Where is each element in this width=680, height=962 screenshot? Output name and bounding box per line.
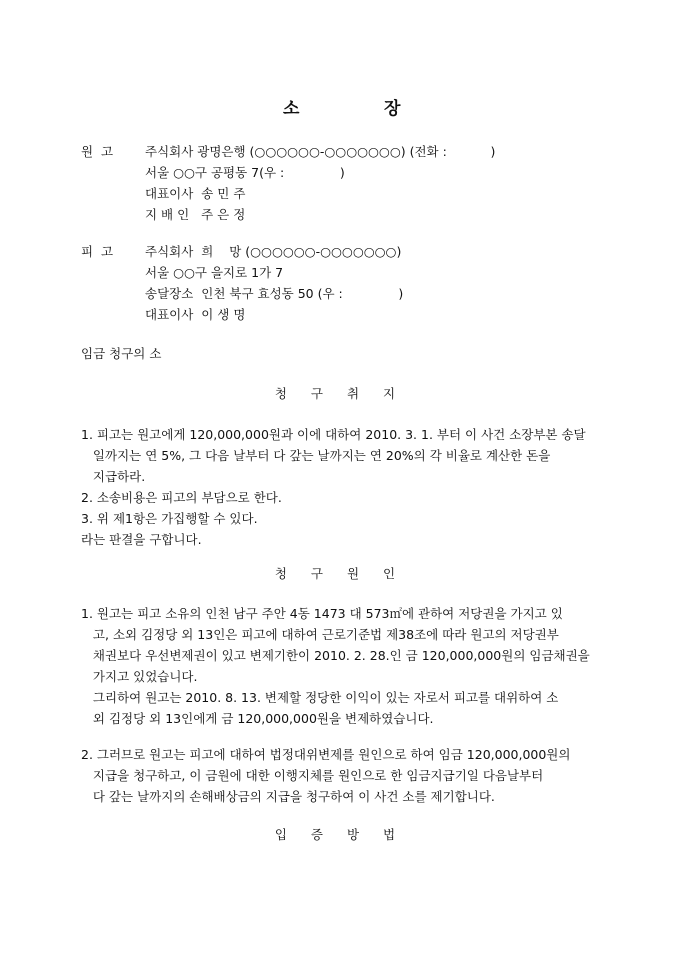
plaintiff-address: 서울 ○○구 공평동 7(우 : ) — [145, 165, 345, 180]
claim-cause-p1-line-1: 1. 원고는 피고 소유의 인천 남구 주안 4동 1473 대 573㎡에 관하여 저당권을 가지고 있 — [81, 606, 563, 621]
claim-cause-paragraph-2 — [81, 744, 614, 807]
claim-cause-p2-line-2: 지급을 청구하고, 이 금원에 대한 이행지체를 원인으로 한 임금지급기일 다음날부터 — [81, 768, 544, 783]
document-title — [0, 94, 680, 120]
claim-cause-p2-line-1: 2. 그러므로 원고는 피고에 대하여 법정대위변제를 원인으로 하여 임금 120,000,000원의 — [81, 747, 571, 762]
case-name: 임금 청구의 소 — [81, 346, 162, 361]
defendant-service-address: 송달장소 인천 북구 효성동 50 (우 : ) — [145, 286, 404, 301]
evidence-heading: 입 증 방 법 — [274, 827, 406, 842]
claim-cause-p1-line-6: 외 김정당 외 13인에게 금 120,000,000원을 변제하였습니다. — [81, 711, 434, 726]
claim-cause-p2-line-3: 다 갚는 날까지의 손해배상금의 지급을 청구하여 이 사건 소를 제기합니다. — [81, 789, 495, 804]
claim-purpose-item-1-line-1: 1. 피고는 원고에게 120,000,000원과 이에 대하여 2010. 3. 1. 부터 이 사건 소장부본 송달 — [81, 427, 586, 442]
claim-cause-p1-line-2: 고, 소외 김정당 외 13인은 피고에 대하여 근로기준법 제38조에 따라 원고의 저당권부 — [81, 627, 559, 642]
title-char-1: 소 — [283, 99, 300, 119]
plaintiff-representative: 대표이사 송 민 주 — [145, 186, 246, 201]
defendant-representative: 대표이사 이 생 명 — [145, 307, 246, 322]
claim-cause-p1-line-4: 가지고 있었습니다. — [81, 669, 198, 684]
claim-cause-p1-line-3: 채권보다 우선변제권이 있고 변제기한이 2010. 2. 28.인 금 120,000,000원의 임금채권을 — [81, 648, 590, 663]
claim-purpose-item-1-line-3: 지급하라. — [81, 469, 146, 484]
claim-purpose-item-1-line-2: 일까지는 연 5%, 그 다음 날부터 다 갚는 날까지는 연 20%의 각 비율로 계산한 돈을 — [81, 448, 551, 463]
claim-cause-paragraph-1 — [81, 603, 614, 729]
claim-purpose-closing: 라는 판결을 구합니다. — [81, 532, 202, 547]
plaintiff-label: 원 고 — [81, 144, 114, 159]
plaintiff-company: 주식회사 광명은행 (○○○○○○-○○○○○○○) (전화 : ) — [145, 144, 496, 159]
claim-purpose-item-2: 2. 소송비용은 피고의 부담으로 한다. — [81, 490, 282, 505]
defendant-label: 피 고 — [81, 244, 114, 259]
claim-purpose-body — [81, 424, 614, 550]
claim-purpose-heading: 청 구 취 지 — [274, 386, 406, 401]
defendant-address: 서울 ○○구 을지로 1가 7 — [145, 265, 284, 280]
plaintiff-manager: 지 배 인 주 은 정 — [145, 207, 246, 222]
defendant-company: 주식회사 희 망 (○○○○○○-○○○○○○○) — [145, 244, 402, 259]
claim-purpose-item-3: 3. 위 제1항은 가집행할 수 있다. — [81, 511, 258, 526]
claim-cause-p1-line-5: 그리하여 원고는 2010. 8. 13. 변제할 정당한 이익이 있는 자로서 피고를 대위하여 소 — [81, 690, 559, 705]
claim-cause-heading: 청 구 원 인 — [274, 566, 406, 581]
title-char-2: 장 — [384, 99, 401, 119]
